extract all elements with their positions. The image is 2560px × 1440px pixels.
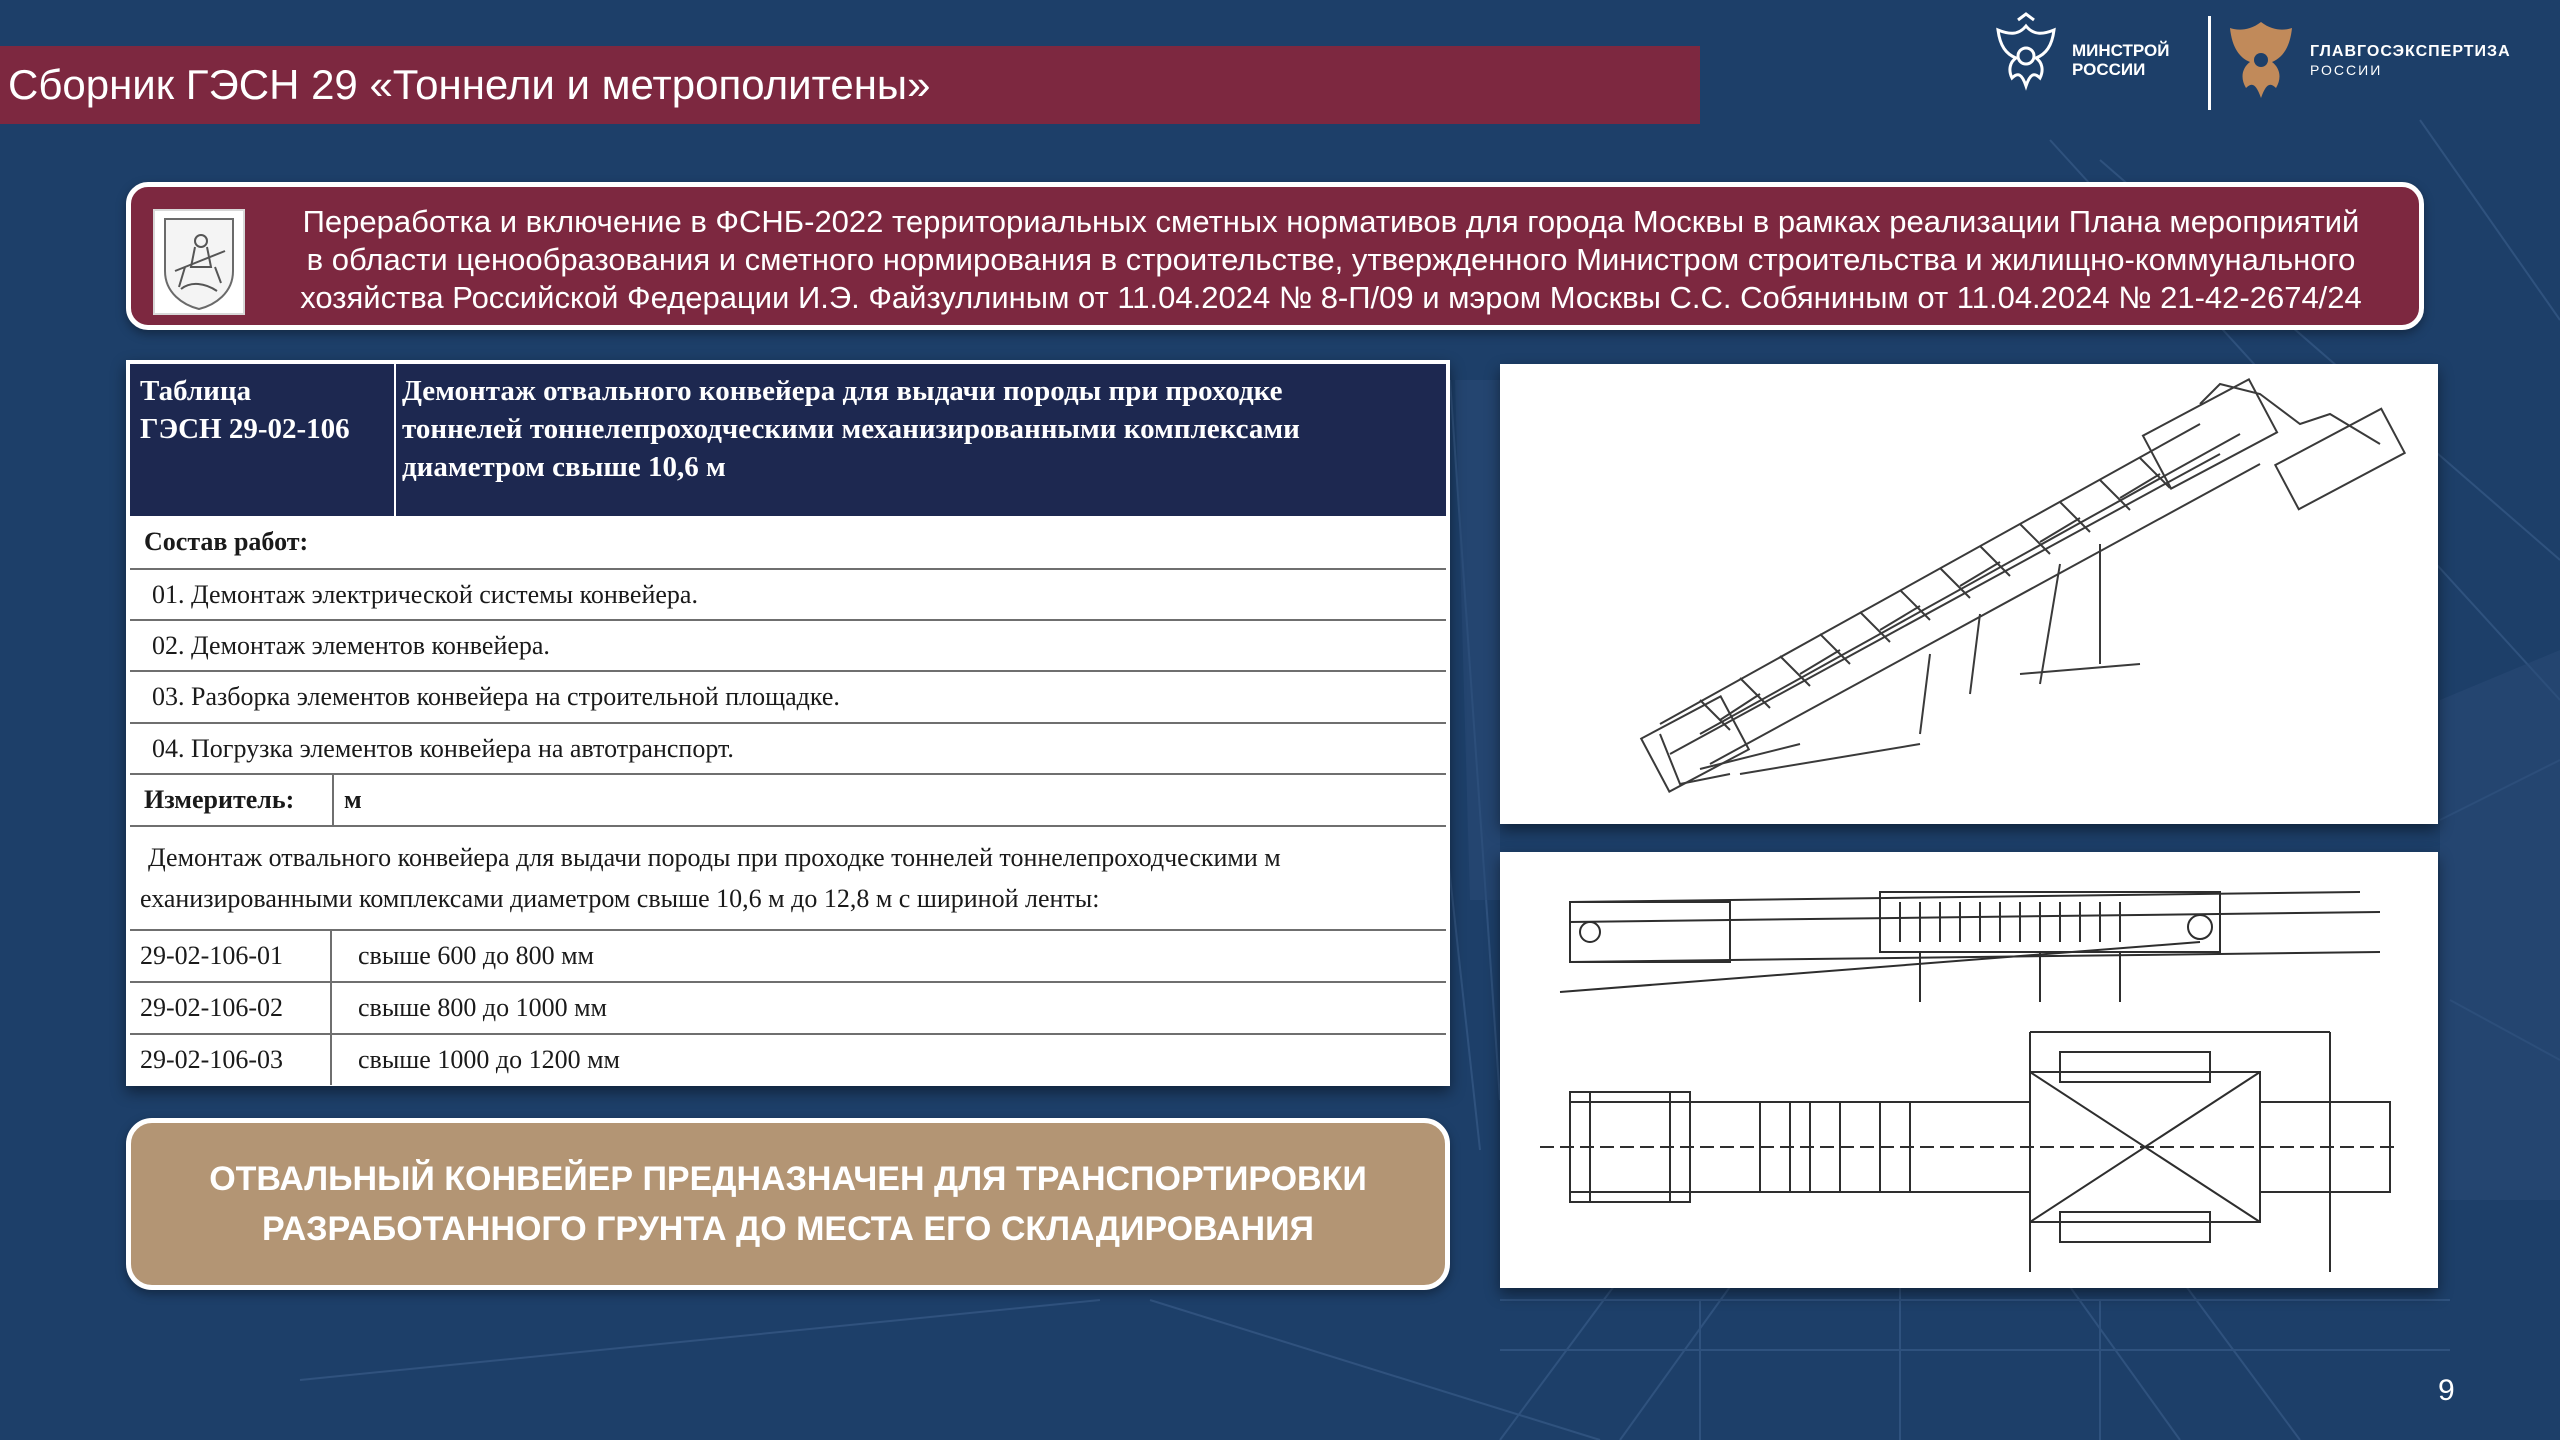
table-row [130, 724, 1446, 775]
table-code [140, 372, 390, 448]
work-item: 01. Демонтаж электрической системы конвейера. [152, 579, 698, 609]
note-text [209, 1154, 1367, 1254]
eagle-emblem-icon [1990, 12, 2062, 108]
item-text: свыше 1000 до 1200 мм [358, 1045, 620, 1074]
header-divider [394, 364, 396, 516]
table-row [130, 931, 1446, 983]
conveyor-technical-drawing [1500, 852, 2438, 1288]
column-divider [330, 931, 332, 981]
table-code-line-1: Таблица [140, 375, 252, 407]
table-header [130, 364, 1446, 516]
banner-line-2: в области ценообразования и сметного нормирования в строительстве, утвержденного Министром строительства и жилищно-коммунального [306, 242, 2356, 277]
table-row [130, 672, 1446, 724]
logo-divider [2208, 16, 2211, 110]
note-line-1: ОТВАЛЬНЫЙ КОНВЕЙЕР ПРЕДНАЗНАЧЕН ДЛЯ ТРАНСПОРТИРОВКИ [209, 1160, 1367, 1198]
banner-text [256, 203, 2406, 317]
norm-table [126, 360, 1450, 1086]
item-code: 29-02-106-01 [140, 941, 283, 970]
logos-area [1990, 12, 2530, 112]
minstroy-logo [1990, 12, 2169, 108]
info-banner [126, 182, 2424, 330]
work-item: 04. Погрузка элементов конвейера на автотранспорт. [152, 733, 734, 763]
unit-row [130, 775, 1446, 827]
table-title [402, 372, 1432, 486]
column-divider [330, 1035, 332, 1085]
column-divider [330, 983, 332, 1033]
item-code: 29-02-106-02 [140, 993, 283, 1022]
table-row [130, 570, 1446, 621]
glavgos-text-1: ГЛАВГОСЭКСПЕРТИЗА [2310, 43, 2511, 60]
minstroy-text-2: РОССИИ [2072, 60, 2146, 79]
table-code-line-2: ГЭСН 29-02-106 [140, 413, 350, 445]
glavgosexpertiza-emblem-icon [2226, 18, 2296, 104]
unit-divider [332, 775, 334, 825]
item-code: 29-02-106-03 [140, 1045, 283, 1074]
item-text: свыше 800 до 1000 мм [358, 993, 607, 1022]
unit-value: м [344, 785, 362, 814]
works-label: Состав работ: [144, 527, 309, 556]
table-description [130, 827, 1446, 931]
description-line-2: еханизированными комплексами диаметром свыше 10,6 м до 12,8 м с шириной ленты: [140, 884, 1100, 913]
glavgos-text-2: РОССИИ [2310, 62, 2383, 78]
table-row [130, 983, 1446, 1035]
work-item: 03. Разборка элементов конвейера на строительной площадке. [152, 682, 840, 711]
banner-line-3: хозяйства Российской Федерации И.Э. Файзуллиным от 11.04.2024 № 8-П/09 и мэром Москвы С.С. Собяниным от 11.04.2024 № 21-42-2674/24 [300, 280, 2362, 315]
note-line-2: РАЗРАБОТАННОГО ГРУНТА ДО МЕСТА ЕГО СКЛАДИРОВАНИЯ [262, 1210, 1314, 1248]
table-title-line-2: тоннелей тоннелепроходческими механизированными комплексами [402, 413, 1300, 445]
unit-label: Измеритель: [144, 785, 295, 814]
table-title-line-3: диаметром свыше 10,6 м [402, 451, 726, 483]
table-title-line-1: Демонтаж отвального конвейера для выдачи породы при проходке [402, 375, 1283, 407]
item-text: свыше 600 до 800 мм [358, 941, 594, 970]
work-item: 02. Демонтаж элементов конвейера. [152, 630, 550, 660]
minstroy-text-1: МИНСТРОЙ [2072, 41, 2170, 60]
works-label-row [130, 516, 1446, 570]
note-box [126, 1118, 1450, 1290]
table-row [130, 621, 1446, 672]
moscow-coat-of-arms-icon [153, 209, 245, 315]
conveyor-isometric-image [1500, 364, 2438, 824]
table-row [130, 1035, 1446, 1085]
slide-title: Сборник ГЭСН 29 «Тоннели и метрополитены» [8, 61, 931, 108]
slide-title-bar [0, 46, 1700, 124]
description-line-1: Демонтаж отвального конвейера для выдачи породы при проходке тоннелей тоннелепроходческими м [148, 843, 1281, 872]
page-number: 9 [2438, 1374, 2455, 1407]
glavgosexpertiza-logo [2226, 18, 2511, 104]
banner-line-1: Переработка и включение в ФСНБ-2022 территориальных сметных нормативов для города Москвы в рамках реализации Плана мероприятий [302, 204, 2360, 239]
